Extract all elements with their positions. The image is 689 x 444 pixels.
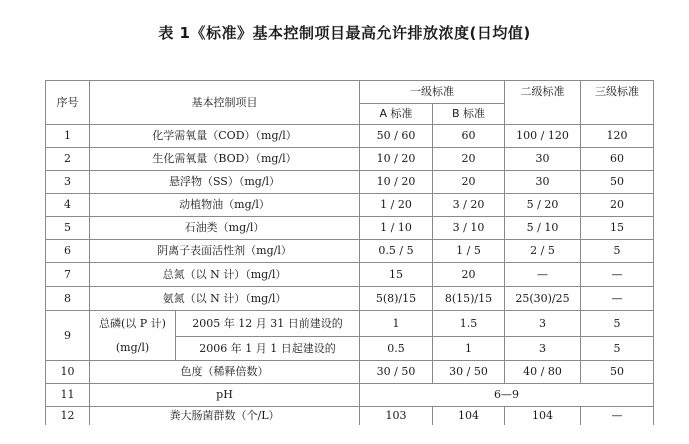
standards-table (45, 80, 654, 425)
header-seq: 序号 (46, 81, 90, 125)
cell-grade3: — (581, 287, 654, 311)
cell-grade1-b: 8(15)/15 (433, 287, 505, 311)
row-item-group-line2: (mg/l) (115, 340, 150, 354)
cell-grade1-a: 10 / 20 (360, 171, 433, 194)
cell-grade1-b: 104 (433, 407, 505, 426)
header-item: 基本控制项目 (90, 81, 360, 125)
cell-grade1-a: 5(8)/15 (360, 287, 433, 311)
header-grade1-a: A 标准 (360, 104, 433, 125)
cell-grade1-b: 20 (433, 171, 505, 194)
cell-grade2: 2 / 5 (505, 240, 581, 263)
cell-grade1-b: 1 (433, 337, 505, 361)
row-number: 10 (46, 361, 90, 384)
cell-grade2: — (505, 263, 581, 287)
cell-grade2: 40 / 80 (505, 361, 581, 384)
row-item: 化学需氧量（COD）（mg/l） (90, 125, 360, 148)
cell-grade1-b: 1 / 5 (433, 240, 505, 263)
cell-grade3: — (581, 263, 654, 287)
cell-grade3: 15 (581, 217, 654, 240)
cell-grade2: 5 / 20 (505, 194, 581, 217)
cell-grade3: 20 (581, 194, 654, 217)
table-row (46, 217, 654, 240)
cell-grade1-b: 1.5 (433, 311, 505, 337)
header-grade3: 三级标准 (581, 81, 654, 125)
row-number: 11 (46, 384, 90, 407)
cell-grade2: 25(30)/25 (505, 287, 581, 311)
cell-grade3: 120 (581, 125, 654, 148)
row-number: 7 (46, 263, 90, 287)
row-number: 2 (46, 148, 90, 171)
header-grade1: 一级标准 (360, 81, 505, 104)
cell-grade1-b: 20 (433, 263, 505, 287)
table-row (46, 148, 654, 171)
cell-grade2: 104 (505, 407, 581, 426)
cell-grade1-a: 1 / 10 (360, 217, 433, 240)
row-number: 1 (46, 125, 90, 148)
table-row (46, 171, 654, 194)
table-row (46, 361, 654, 384)
row-number: 8 (46, 287, 90, 311)
cell-grade2: 30 (505, 171, 581, 194)
row-number: 6 (46, 240, 90, 263)
cell-grade3: 5 (581, 337, 654, 361)
cell-grade2: 3 (505, 311, 581, 337)
cell-grade3: 50 (581, 171, 654, 194)
row-item: 氨氮（以 N 计）（mg/l） (90, 287, 360, 311)
cell-grade3: 5 (581, 240, 654, 263)
cell-grade1-a: 1 (360, 311, 433, 337)
cell-grade1-a: 0.5 (360, 337, 433, 361)
cell-grade1-a: 50 / 60 (360, 125, 433, 148)
table-row (46, 240, 654, 263)
cell-grade2: 5 / 10 (505, 217, 581, 240)
cell-grade3: 5 (581, 311, 654, 337)
table-title: 表 1《标准》基本控制项目最高允许排放浓度(日均值) (158, 24, 531, 42)
row-number: 3 (46, 171, 90, 194)
row-subitem: 2006 年 1 月 1 日起建设的 (176, 337, 360, 361)
row-number: 12 (46, 407, 90, 426)
row-item: 色度（稀释倍数） (90, 361, 360, 384)
header-grade2: 二级标准 (505, 81, 581, 125)
row-number: 4 (46, 194, 90, 217)
row-item: 总氮（以 N 计）（mg/l） (90, 263, 360, 287)
cell-grade3: 50 (581, 361, 654, 384)
table-row (46, 407, 654, 426)
table-row (46, 194, 654, 217)
cell-grade1-b: 20 (433, 148, 505, 171)
table-row (46, 287, 654, 311)
cell-grade1-a: 10 / 20 (360, 148, 433, 171)
cell-grade3: 60 (581, 148, 654, 171)
row-item-group-line1: 总磷(以 P 计) (99, 316, 166, 330)
cell-grade1-a: 15 (360, 263, 433, 287)
cell-grade1-a: 30 / 50 (360, 361, 433, 384)
cell-grade1-a: 0.5 / 5 (360, 240, 433, 263)
cell-grade1-a: 1 / 20 (360, 194, 433, 217)
row-subitem: 2005 年 12 月 31 日前建设的 (176, 311, 360, 337)
cell-grade2: 100 / 120 (505, 125, 581, 148)
cell-grade1-b: 3 / 20 (433, 194, 505, 217)
cell-grade1-b: 30 / 50 (433, 361, 505, 384)
table-row (46, 384, 654, 407)
row-item: 生化需氧量（BOD）（mg/l） (90, 148, 360, 171)
cell-grade2: 3 (505, 337, 581, 361)
cell-grade2: 30 (505, 148, 581, 171)
row-item: 粪大肠菌群数（个/L） (90, 407, 360, 426)
table-row (46, 125, 654, 148)
table-row (46, 263, 654, 287)
row-number: 9 (46, 311, 90, 361)
header-row-1 (46, 81, 654, 104)
cell-grade1-a: 103 (360, 407, 433, 426)
row-item: pH (90, 384, 360, 407)
row-number: 5 (46, 217, 90, 240)
row-item: 阴离子表面活性剂（mg/l） (90, 240, 360, 263)
cell-all-grades: 6—9 (360, 384, 654, 407)
header-grade1-b: B 标准 (433, 104, 505, 125)
row-item: 动植物油（mg/l） (90, 194, 360, 217)
cell-grade3: — (581, 407, 654, 426)
cell-grade1-b: 3 / 10 (433, 217, 505, 240)
table-row (46, 311, 654, 337)
cell-grade1-b: 60 (433, 125, 505, 148)
row-item: 石油类（mg/l） (90, 217, 360, 240)
row-item: 悬浮物（SS）（mg/l） (90, 171, 360, 194)
row-item-group (90, 311, 176, 361)
